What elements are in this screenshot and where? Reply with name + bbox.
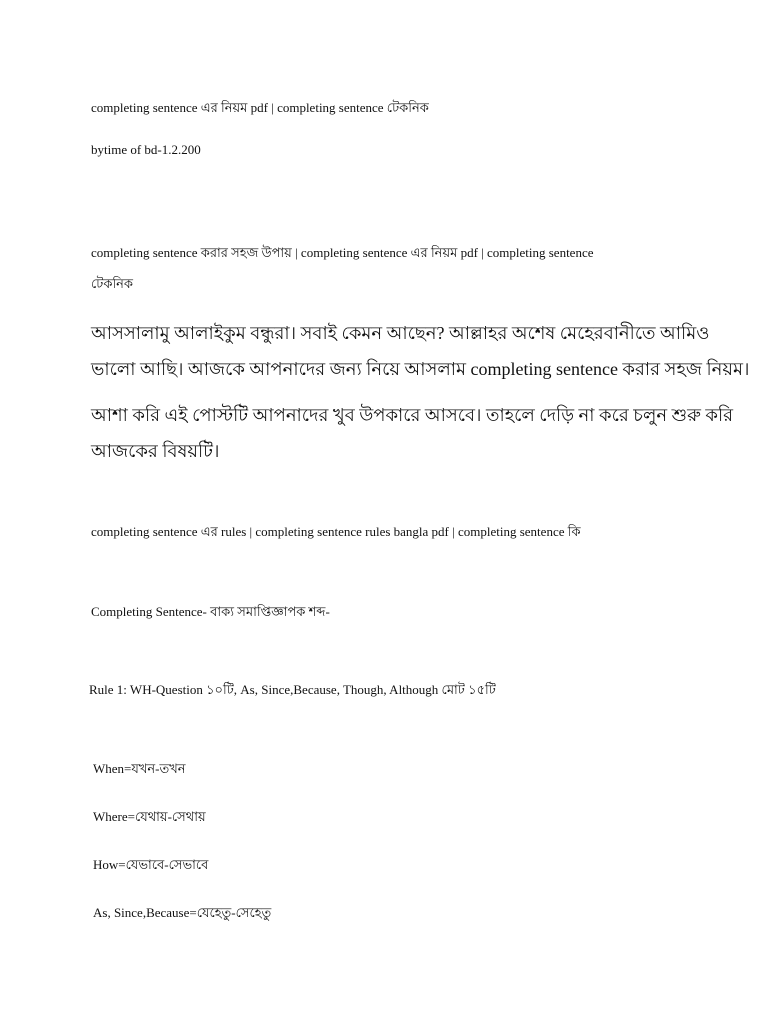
rule-1: Rule 1: WH-Question ১০টি, As, Since,Because, Though, Although মোট ১৫টি <box>89 682 496 697</box>
byline: bytime of bd-1.2.200 <box>91 142 201 157</box>
definition-heading: Completing Sentence- বাক্য সমাপ্তিজ্ঞাপক শব্দ- <box>91 604 330 619</box>
subheading-line-2: টেকনিক <box>91 276 134 291</box>
how-pair: How=যেভাবে-সেভাবে <box>93 857 209 872</box>
greeting-paragraph-line-1: আসসালামু আলাইকুম বন্ধুরা। সবাই কেমন আছেন? আল্লাহর অশেষ মেহেরবানীতে আমিও <box>91 323 710 343</box>
rules-heading: completing sentence এর rules | completing sentence rules bangla pdf | completing sentence কি <box>91 524 581 539</box>
where-pair: Where=যেথায়-সেথায় <box>93 809 206 824</box>
subheading-line-1: completing sentence করার সহজ উপায় | completing sentence এর নিয়ম pdf | completing sentence <box>91 245 594 260</box>
when-pair: When=যখন-তখন <box>93 761 186 776</box>
intro-paragraph-line-2: আজকের বিষয়টি। <box>91 441 220 461</box>
intro-paragraph-line-1: আশা করি এই পোস্টটি আপনাদের খুব উপকারে আসবে। তাহলে দেড়ি না করে চলুন শুরু করি <box>91 405 734 425</box>
greeting-paragraph-line-2: ভালো আছি। আজকে আপনাদের জন্য নিয়ে আসলাম completing sentence করার সহজ নিয়ম। <box>91 359 750 379</box>
title-heading: completing sentence এর নিয়ম pdf | completing sentence টেকনিক <box>91 100 429 115</box>
as-since-because-pair: As, Since,Because=যেহেতু-সেহেতু <box>93 905 272 920</box>
